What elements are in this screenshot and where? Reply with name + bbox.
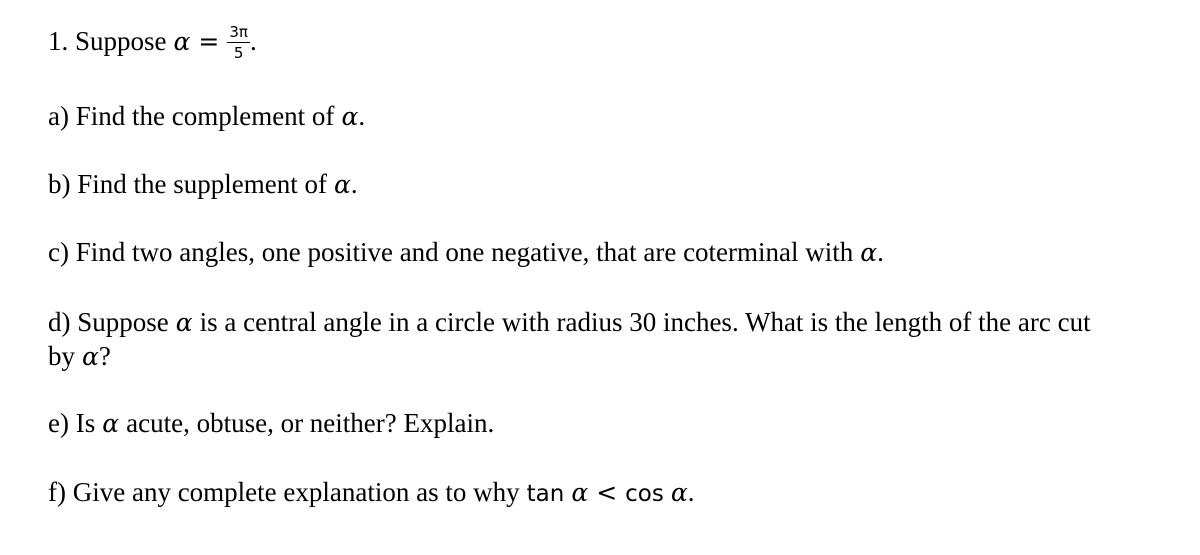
alpha-fraction (227, 23, 250, 62)
alpha-symbol: α (175, 308, 193, 337)
part-d-line-2 (48, 340, 111, 373)
fraction-numerator: 3π (229, 23, 248, 42)
problem-statement (48, 25, 257, 62)
fraction-denominator: 5 (233, 44, 244, 63)
part-e (48, 407, 494, 440)
part-d-line-1 (48, 306, 1091, 339)
alpha-symbol: α (860, 238, 878, 267)
alpha-symbol: α (341, 102, 359, 131)
alpha-symbol: α (670, 478, 688, 507)
part-e-text-start: e) Is (48, 408, 96, 438)
problem-number: 1. (48, 26, 69, 56)
part-d-end: ? (98, 341, 111, 371)
part-b-end: . (350, 169, 358, 199)
part-f-end: . (687, 477, 695, 507)
part-b (48, 168, 358, 201)
part-a-end: . (358, 101, 366, 131)
part-d-text-start: d) Suppose (48, 307, 169, 337)
part-d-text-rest: is a central angle in a circle with radius 30 inches. What is the length of the arc cut (199, 307, 1091, 337)
equals-sign: = (198, 27, 220, 56)
part-c-text: c) Find two angles, one positive and one negative, that are coterminal with (48, 237, 854, 267)
part-f-text: f) Give any complete explanation as to why (48, 477, 520, 507)
problem-intro-word: Suppose (75, 26, 167, 56)
period: . (249, 26, 257, 56)
part-e-text-rest: acute, obtuse, or neither? Explain. (126, 408, 495, 438)
alpha-symbol: α (333, 170, 351, 199)
alpha-symbol: α (571, 478, 589, 507)
part-a-text: a) Find the complement of (48, 101, 335, 131)
part-a (48, 100, 365, 133)
part-d-text-by: by (48, 341, 75, 371)
tan-function: tan (526, 481, 565, 507)
alpha-symbol: α (102, 409, 120, 438)
alpha-symbol: α (82, 342, 99, 371)
part-c (48, 236, 884, 269)
alpha-symbol: α (173, 27, 191, 56)
cos-function: cos (625, 481, 664, 507)
less-than-sign: < (596, 478, 618, 507)
part-b-text: b) Find the supplement of (48, 169, 327, 199)
part-c-end: . (877, 237, 884, 267)
part-f (48, 476, 695, 510)
